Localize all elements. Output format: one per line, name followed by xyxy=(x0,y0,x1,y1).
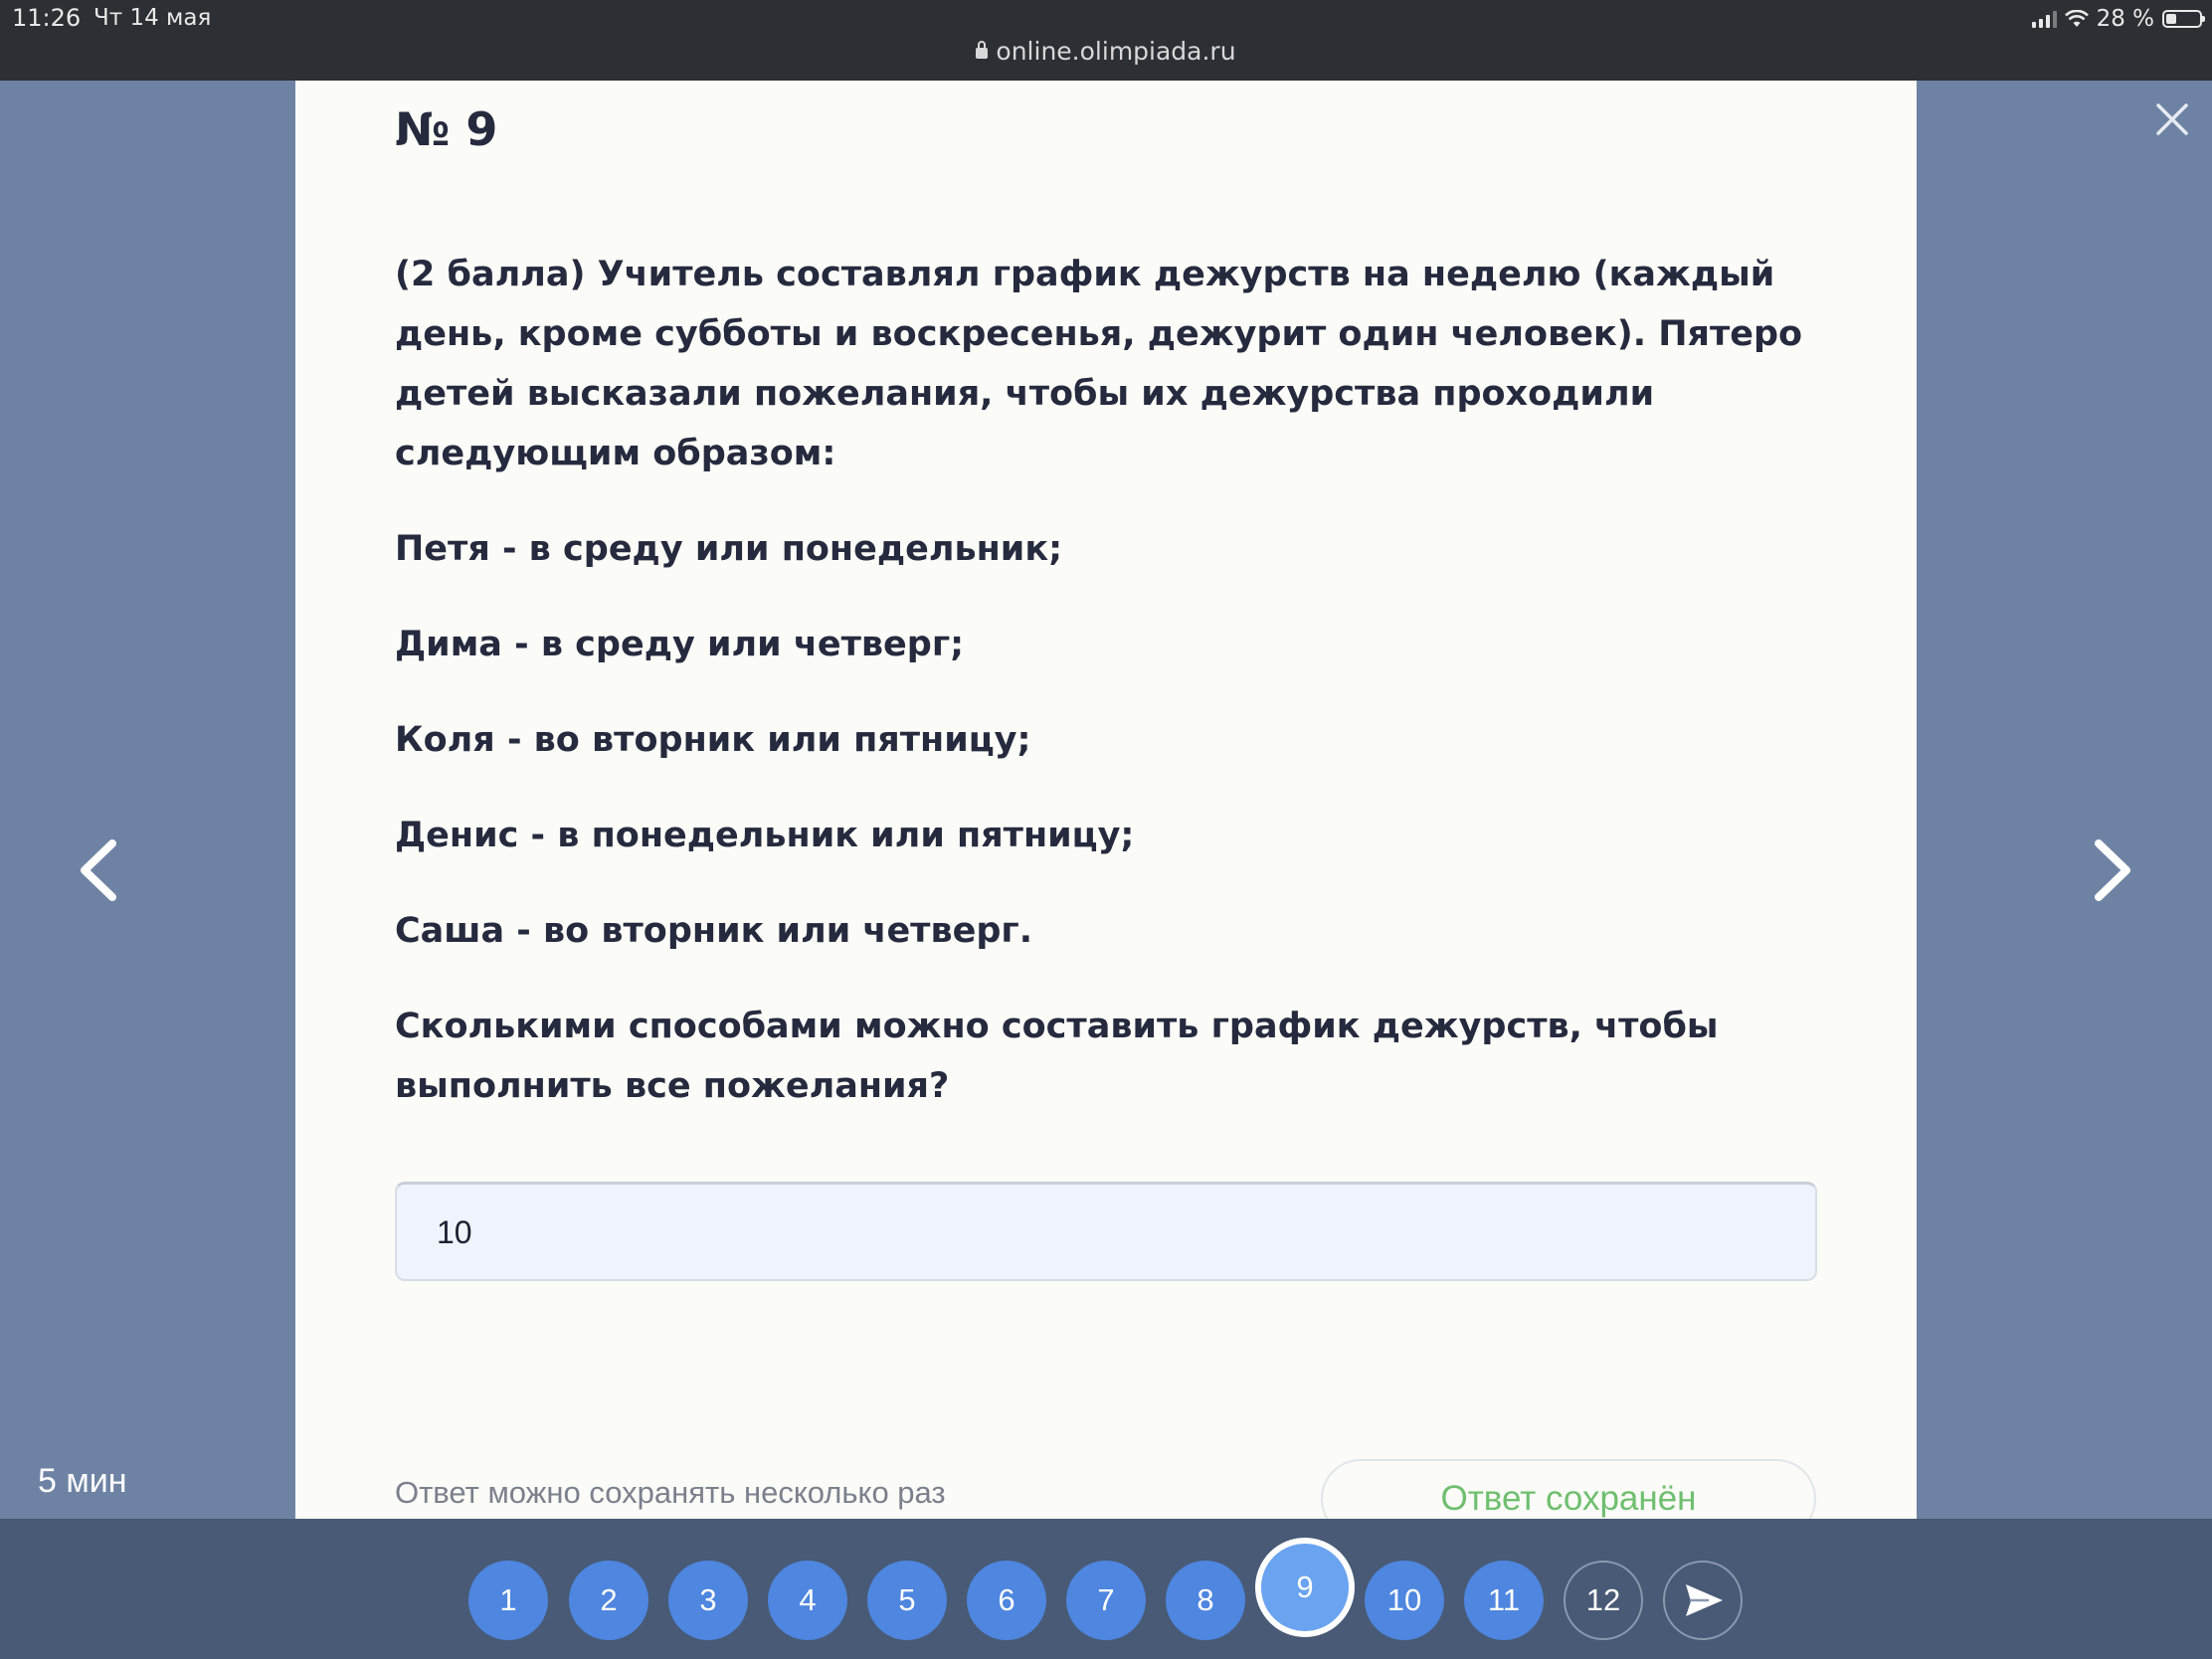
question-button-8[interactable]: 8 xyxy=(1166,1561,1245,1640)
task-title: № 9 xyxy=(395,102,498,156)
save-note: Ответ можно сохранять несколько раз xyxy=(395,1475,946,1510)
task-text xyxy=(395,245,1827,1152)
timer: 5 мин xyxy=(38,1462,127,1500)
battery-icon xyxy=(2162,10,2202,28)
question-button-current[interactable]: 9 xyxy=(1255,1538,1355,1637)
task-paragraph: (2 балла) Учитель составлял график дежурств на неделю (каждый день, кроме субботы и воскресенья, дежурит один человек). Пятеро детей высказали пожелания, чтобы их дежурства проходили следующим образом: xyxy=(395,255,1803,473)
chevron-left-icon[interactable] xyxy=(75,837,124,903)
chevron-right-icon[interactable] xyxy=(2087,837,2136,903)
save-answer-button[interactable]: Ответ сохранён xyxy=(1321,1459,1816,1539)
status-bar xyxy=(0,0,2212,81)
task-paragraph: Петя - в среду или понедельник; xyxy=(395,529,1063,569)
task-paragraph: Коля - во вторник или пятницу; xyxy=(395,720,1031,760)
question-button-10[interactable]: 10 xyxy=(1365,1561,1444,1640)
question-button-6[interactable]: 6 xyxy=(967,1561,1046,1640)
battery-percent: 28 % xyxy=(2096,6,2154,32)
status-date: Чт 14 мая xyxy=(93,5,212,31)
close-icon[interactable] xyxy=(2152,99,2192,139)
question-button-3[interactable]: 3 xyxy=(668,1561,748,1640)
status-time: 11:26 xyxy=(12,4,82,32)
task-card xyxy=(295,81,1917,1519)
task-paragraph: Денис - в понедельник или пятницу; xyxy=(395,816,1135,855)
url-text: online.olimpiada.ru xyxy=(996,37,1236,66)
task-paragraph: Дима - в среду или четверг; xyxy=(395,625,965,664)
question-button-7[interactable]: 7 xyxy=(1066,1561,1146,1640)
question-button-4[interactable]: 4 xyxy=(768,1561,847,1640)
wifi-icon xyxy=(2065,10,2089,28)
lock-icon xyxy=(976,48,988,59)
answer-input[interactable]: 10 xyxy=(395,1182,1817,1281)
task-paragraph: Саша - во вторник или четверг. xyxy=(395,911,1032,951)
question-button-12[interactable]: 12 xyxy=(1564,1561,1643,1640)
question-button-1[interactable]: 1 xyxy=(468,1561,548,1640)
address-bar[interactable] xyxy=(0,37,2212,66)
status-indicators xyxy=(2032,6,2202,32)
signal-icon xyxy=(2032,10,2057,28)
question-button-2[interactable]: 2 xyxy=(569,1561,648,1640)
question-button-11[interactable]: 11 xyxy=(1464,1561,1544,1640)
task-paragraph: Сколькими способами можно составить график дежурств, чтобы выполнить все пожелания? xyxy=(395,1007,1719,1106)
send-icon xyxy=(1663,1561,1743,1640)
question-button-5[interactable]: 5 xyxy=(867,1561,947,1640)
send-answers-button[interactable] xyxy=(1663,1561,1743,1640)
